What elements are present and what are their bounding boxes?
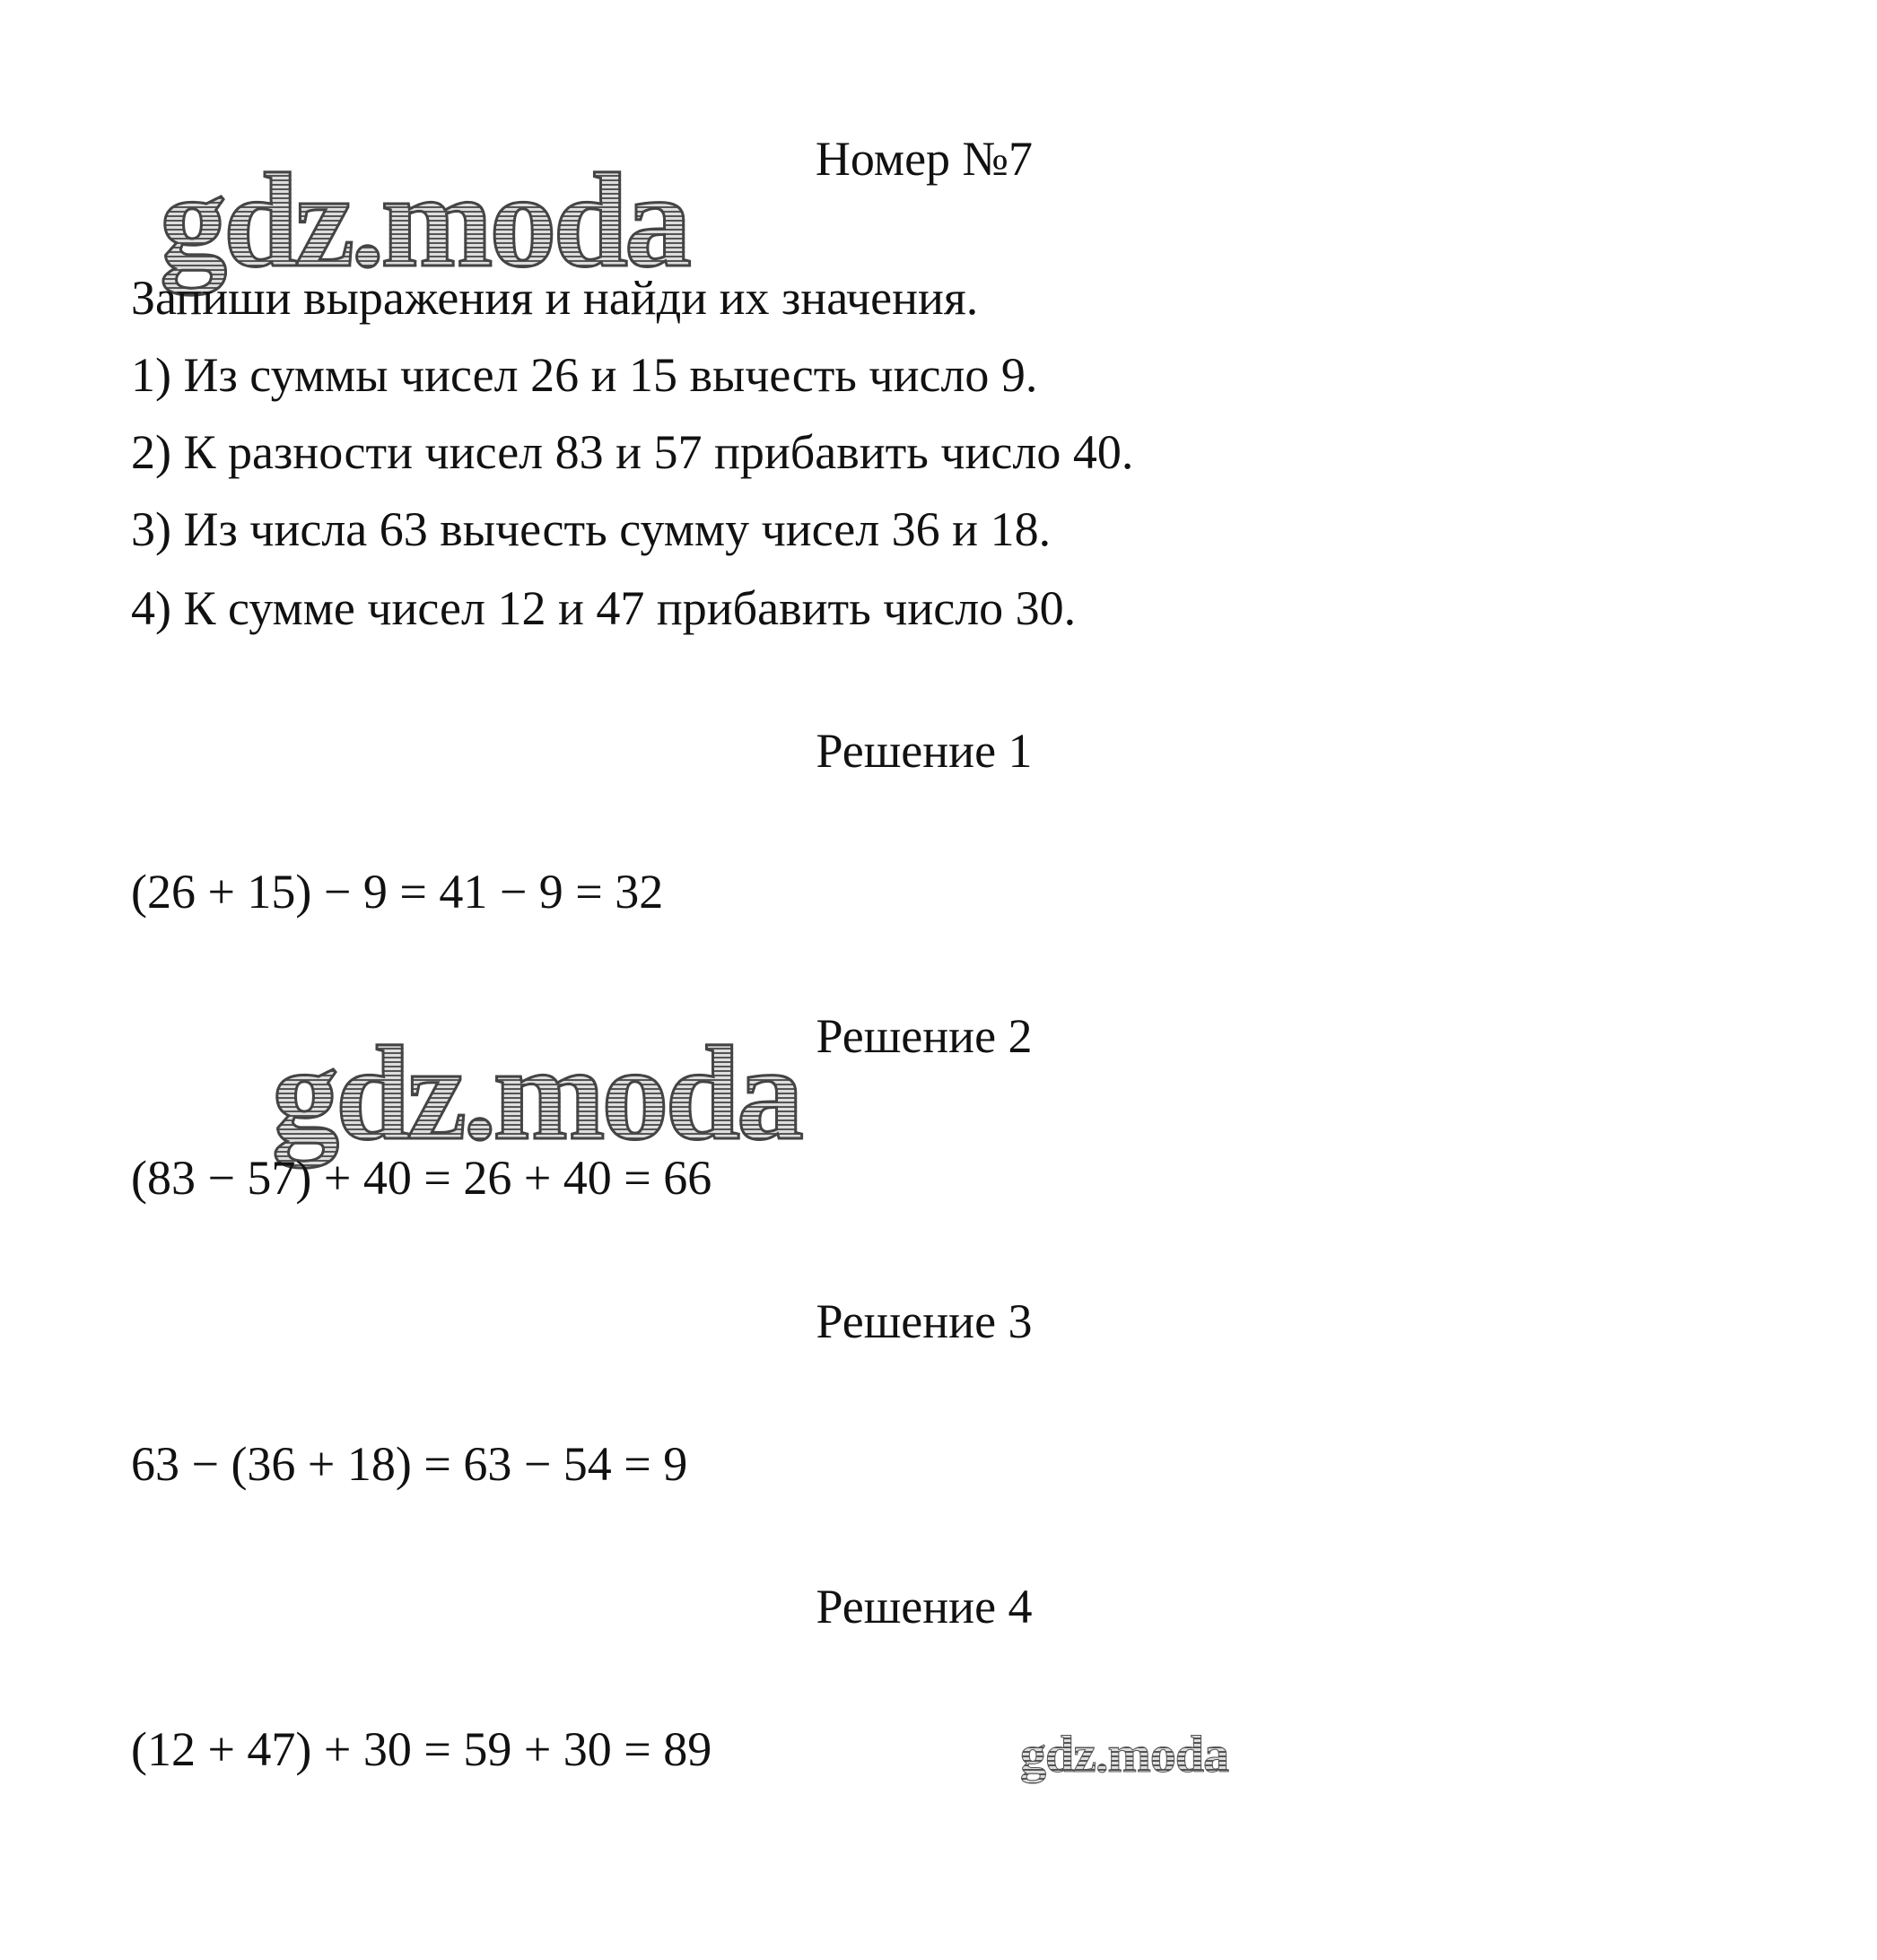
solution-equation-4: (12 + 47) + 30 = 59 + 30 = 89	[131, 1722, 712, 1776]
solution-equation-3: 63 − (36 + 18) = 63 − 54 = 9	[131, 1437, 688, 1491]
solution-equation-1: (26 + 15) − 9 = 41 − 9 = 32	[131, 865, 664, 919]
solution-heading-4: Решение 4	[816, 1580, 1033, 1633]
task-item-3: 3) Из числа 63 вычесть сумму чисел 36 и 18.	[131, 502, 1052, 556]
solution-heading-2: Решение 2	[816, 1009, 1033, 1063]
task-prompt: Запиши выражения и найди их значения.	[131, 271, 979, 325]
page-title: Номер №7	[815, 132, 1034, 186]
task-item-4: 4) К сумме чисел 12 и 47 прибавить число 30.	[131, 581, 1077, 635]
watermark-logo: gdz.moda	[272, 1016, 800, 1171]
watermark-logo: gdz.moda	[160, 144, 688, 298]
task-item-1: 1) Из суммы чисел 26 и 15 вычесть число 9.	[131, 348, 1038, 402]
solution-heading-1: Решение 1	[816, 724, 1033, 778]
task-item-2: 2) К разности чисел 83 и 57 прибавить число 40.	[131, 425, 1134, 479]
solution-equation-2: (83 − 57) + 40 = 26 + 40 = 66	[131, 1151, 712, 1205]
solution-heading-3: Решение 3	[816, 1294, 1033, 1348]
watermark-logo-small: gdz.moda	[1020, 1725, 1229, 1783]
